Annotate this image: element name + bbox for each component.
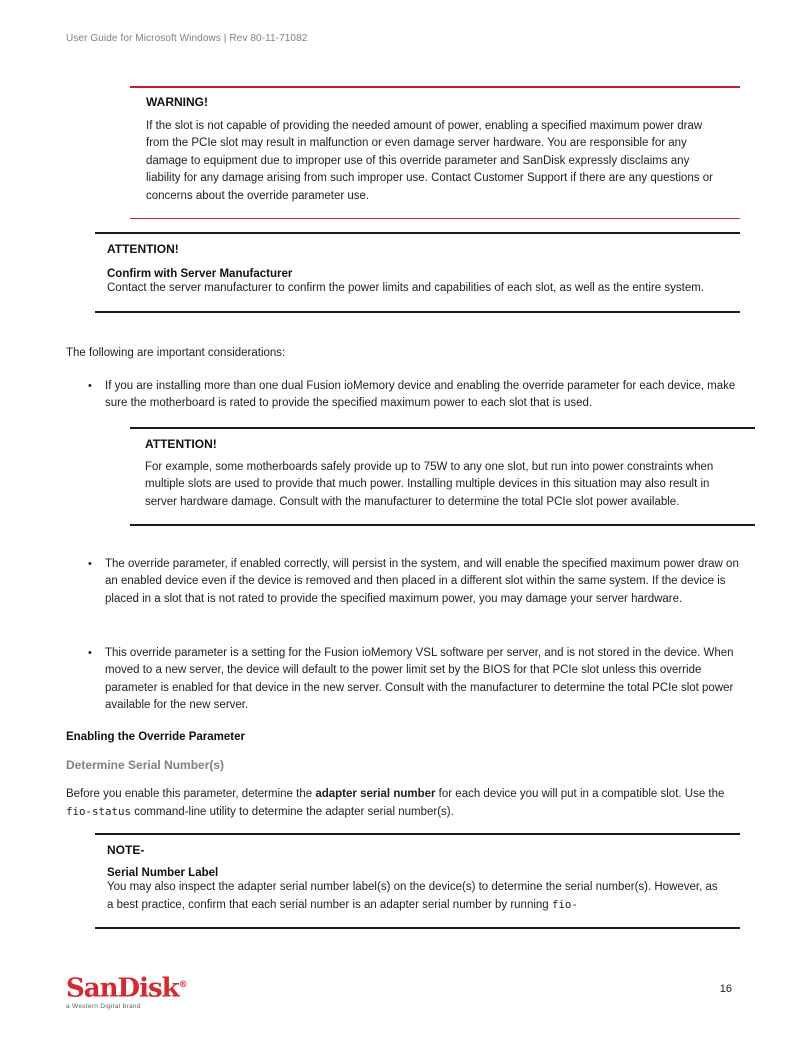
section-heading: Enabling the Override Parameter bbox=[66, 731, 245, 743]
attention-body: Contact the server manufacturer to confirm the power limits and capabilities of each slot, as well as the entire system. bbox=[107, 282, 704, 294]
command-text: fio- bbox=[551, 898, 578, 912]
warning-box bbox=[130, 86, 740, 219]
attention-title: ATTENTION! bbox=[107, 242, 179, 256]
attention-subtitle: Confirm with Server Manufacturer bbox=[107, 268, 293, 280]
paragraph-text: for each device you will put in a compatible slot. Use the bbox=[435, 788, 725, 800]
note-box bbox=[95, 833, 740, 929]
note-title: NOTE- bbox=[107, 843, 145, 857]
document-header: User Guide for Microsoft Windows | Rev 80-11-71082 bbox=[66, 33, 308, 44]
warning-title: WARNING! bbox=[146, 95, 208, 109]
list-item-text: The override parameter, if enabled correctly, will persist in the system, and will enable the specified maximum power draw on an enabled device even if the device is removed and then placed in a different slot within the same system. If the device is placed in a slot that is not rated to provide the specified maximum power, you may damage your server hardware. bbox=[105, 558, 739, 605]
sub-heading: Determine Serial Number(s) bbox=[66, 758, 225, 772]
list-item bbox=[88, 556, 740, 608]
warning-body: If the slot is not capable of providing the needed amount of power, enabling a specified maximum power draw from the PCIe slot may result in malfunction or even damage server hardware. You are responsible for any damage to equipment due to improper use of this override parameter and SanDisk expressly disclaims any liability for any damage arising from such improper use. Contact Customer Support if there are any questions or concerns about the override parameter use. bbox=[146, 120, 713, 202]
paragraph-text: You may also inspect the adapter serial number label(s) on the device(s) to determine the serial number(s). However, as a best practice, confirm that each serial number is an adapter serial number by running bbox=[107, 881, 718, 912]
note-subtitle: Serial Number Label bbox=[107, 867, 219, 879]
logo-wordmark: SanDisk bbox=[66, 973, 179, 1004]
registered-trademark-icon: ® bbox=[178, 980, 188, 990]
intro-paragraph: The following are important considerations: bbox=[66, 347, 286, 359]
paragraph-text: command-line utility to determine the adapter serial number(s). bbox=[131, 806, 454, 819]
list-item-text: If you are installing more than one dual Fusion ioMemory device and enabling the override parameter for each device, make sure the motherboard is rated to provide the specified maximum power to each slot that is used. bbox=[105, 380, 736, 410]
sandisk-logo bbox=[66, 972, 196, 1010]
paragraph-bold-text: adapter serial number bbox=[315, 788, 436, 800]
sandisk-logo-text bbox=[66, 972, 196, 1002]
bullet-icon: • bbox=[88, 647, 92, 659]
logo-tagline: a Western Digital brand bbox=[66, 1002, 141, 1010]
list-item-text: This override parameter is a setting for the Fusion ioMemory VSL software per server, and is not stored in the device. When moved to a new server, the device will default to the power limit set by the BIOS for that PCIe slot unless this override parameter is enabled for that device in the new server. Consult with the manufacturer to determine the total PCIe slot power available for the new server. bbox=[105, 647, 734, 712]
attention-title: ATTENTION! bbox=[145, 437, 217, 451]
paragraph-text: Before you enable this parameter, determine the bbox=[66, 788, 316, 800]
command-text: fio-status bbox=[66, 805, 132, 819]
serial-number-paragraph bbox=[66, 786, 742, 822]
attention-box-confirm bbox=[95, 232, 740, 313]
attention-box-power bbox=[130, 427, 755, 526]
page-number: 16 bbox=[719, 983, 732, 995]
list-item bbox=[88, 378, 740, 413]
bullet-icon: • bbox=[88, 558, 92, 570]
attention-body: For example, some motherboards safely provide up to 75W to any one slot, but run into power constraints when multiple slots are used to provide that much power. Installing multiple devices in this situation may also result in server hardware damage. Consult with the manufacturer to determine the total PCIe slot power available. bbox=[145, 461, 714, 508]
note-body bbox=[107, 879, 726, 915]
list-item bbox=[88, 645, 740, 715]
bullet-icon: • bbox=[88, 380, 92, 392]
